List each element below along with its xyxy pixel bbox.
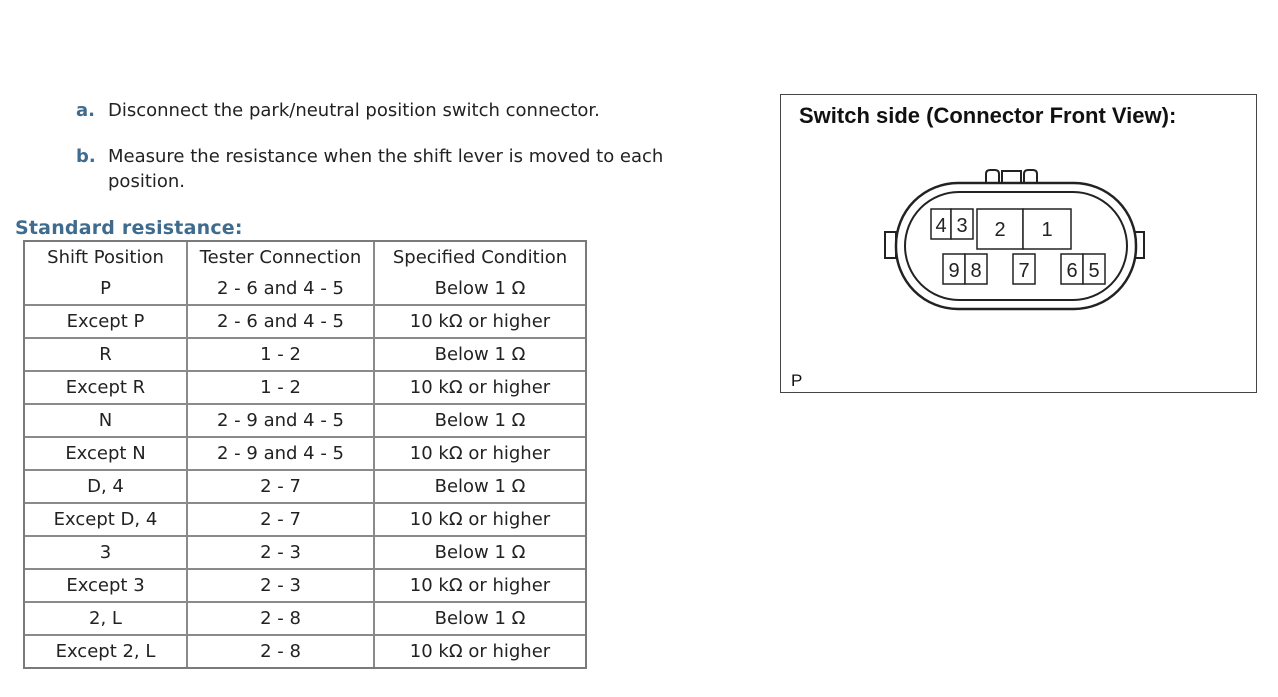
table-row — [25, 504, 585, 537]
table-header-row — [25, 242, 585, 273]
table-row — [25, 438, 585, 471]
cell-shift-position: Except R — [25, 372, 188, 405]
pin-label-5: 5 — [1088, 260, 1100, 282]
cell-shift-position: Except P — [25, 306, 188, 339]
pin-label-8: 8 — [970, 260, 982, 282]
cell-shift-position: Except D, 4 — [25, 504, 188, 537]
cell-specified-condition: Below 1 Ω — [375, 405, 585, 438]
cell-specified-condition: Below 1 Ω — [375, 339, 585, 372]
pin-label-4: 4 — [935, 215, 947, 237]
step-letter: a. — [76, 100, 95, 121]
cell-specified-condition: 10 kΩ or higher — [375, 570, 585, 603]
cell-tester-connection: 1 - 2 — [188, 339, 375, 372]
table-row — [25, 273, 585, 306]
cell-tester-connection: 2 - 7 — [188, 471, 375, 504]
cell-shift-position: Except N — [25, 438, 188, 471]
cell-specified-condition: Below 1 Ω — [375, 273, 585, 306]
pin-label-7: 7 — [1018, 260, 1030, 282]
header-shift-position: Shift Position — [25, 242, 188, 273]
header-specified-condition: Specified Condition — [392, 247, 568, 268]
cell-specified-condition: 10 kΩ or higher — [375, 438, 585, 471]
cell-tester-connection: 2 - 6 and 4 - 5 — [188, 273, 375, 306]
cell-specified-condition: 10 kΩ or higher — [409, 641, 551, 662]
table-row — [25, 471, 585, 504]
step-letter: b. — [76, 146, 96, 167]
pin-label-3: 3 — [956, 215, 968, 237]
pin-label-2: 2 — [994, 219, 1006, 241]
cell-shift-position: Except 2, L — [25, 636, 188, 667]
cell-specified-condition: Below 1 Ω — [375, 537, 585, 570]
connector-figure — [780, 94, 1257, 393]
table-row — [25, 603, 585, 636]
table-row — [25, 405, 585, 438]
table-row — [25, 306, 585, 339]
latch-shape — [1002, 171, 1021, 183]
cell-tester-connection: 2 - 3 — [188, 537, 375, 570]
cell-tester-connection: 2 - 7 — [188, 504, 375, 537]
figure-title: Switch side (Connector Front View): — [799, 103, 1177, 128]
cell-shift-position: P — [25, 273, 188, 306]
cell-tester-connection: 1 - 2 — [188, 372, 375, 405]
cell-specified-condition: 10 kΩ or higher — [375, 504, 585, 537]
cell-tester-connection: 2 - 8 — [188, 603, 375, 636]
cell-tester-connection: 2 - 6 and 4 - 5 — [188, 306, 375, 339]
resistance-table — [23, 240, 587, 669]
cell-specified-condition: Below 1 Ω — [375, 603, 585, 636]
cell-shift-position: D, 4 — [25, 471, 188, 504]
cell-specified-condition: 10 kΩ or higher — [375, 372, 585, 405]
cell-specified-condition: Below 1 Ω — [375, 471, 585, 504]
connector-diagram — [781, 95, 1258, 394]
cell-tester-connection: 2 - 8 — [188, 636, 375, 667]
table-row — [25, 372, 585, 405]
latch-shape — [1024, 170, 1037, 183]
instruction-steps — [76, 98, 716, 215]
pin-label-1: 1 — [1041, 219, 1053, 241]
step-b — [76, 144, 716, 194]
header-tester-connection: Tester Connection — [188, 242, 375, 273]
table-row — [25, 570, 585, 603]
cell-shift-position: N — [25, 405, 188, 438]
pin-label-6: 6 — [1066, 260, 1078, 282]
cell-shift-position: 3 — [25, 537, 188, 570]
cell-shift-position: R — [25, 339, 188, 372]
cell-tester-connection: 2 - 9 and 4 - 5 — [188, 438, 375, 471]
standard-resistance-label: Standard resistance: — [15, 217, 243, 239]
table-row — [25, 339, 585, 372]
cell-shift-position: 2, L — [25, 603, 188, 636]
figure-ref: P — [791, 371, 803, 390]
latch-shape — [986, 170, 999, 183]
side-tab-left — [885, 232, 896, 258]
cell-tester-connection: 2 - 9 and 4 - 5 — [188, 405, 375, 438]
cell-tester-connection: 2 - 3 — [188, 570, 375, 603]
table-row — [25, 537, 585, 570]
table-row — [25, 636, 585, 667]
pin-label-9: 9 — [948, 260, 960, 282]
cell-shift-position: Except 3 — [25, 570, 188, 603]
step-text: Disconnect the park/neutral position switch connector. — [108, 100, 600, 121]
step-text: Measure the resistance when the shift lever is moved to each position. — [108, 146, 664, 192]
step-a — [76, 98, 716, 123]
cell-specified-condition: 10 kΩ or higher — [375, 306, 585, 339]
table-body — [25, 273, 585, 667]
